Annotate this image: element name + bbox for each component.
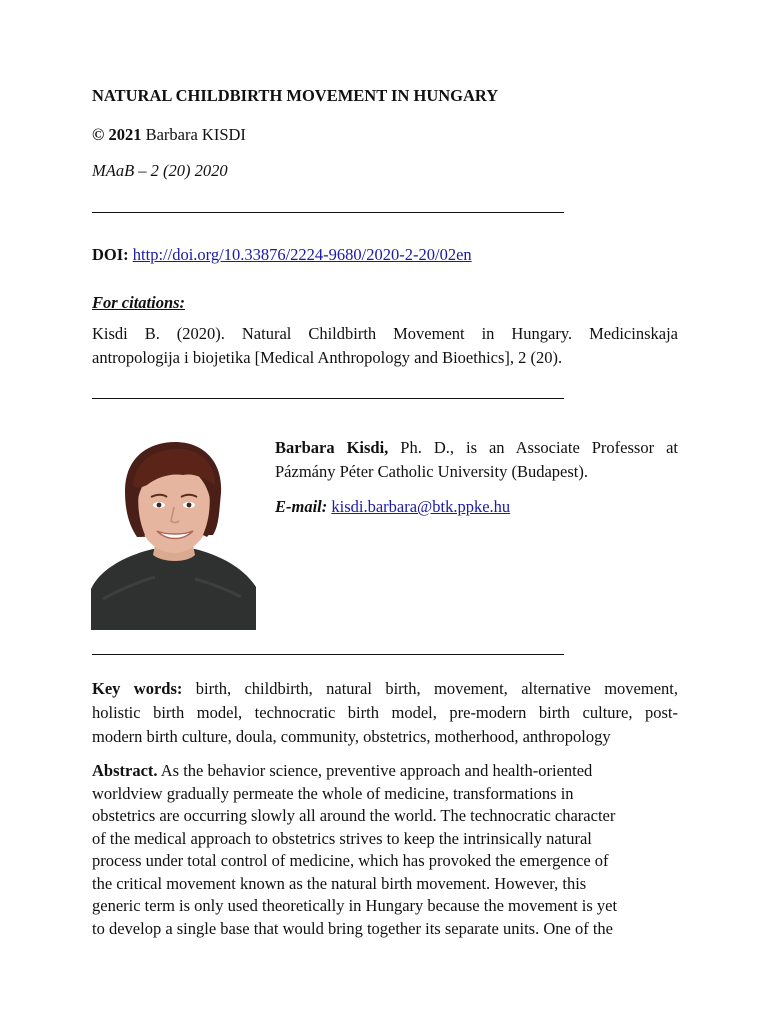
email-link[interactable]: kisdi.barbara@btk.ppke.hu (331, 497, 511, 516)
abstract-section (92, 760, 678, 940)
abstract-line: generic term is only used theoretically in Hungary because the movement is yet (92, 896, 618, 915)
citation-text (92, 322, 678, 370)
author-photo (91, 439, 256, 630)
copyright-year: © 2021 (92, 125, 142, 144)
author-bio-line (275, 436, 678, 460)
journal-reference: MAaB – 2 (20) 2020 (92, 161, 228, 180)
keywords-line: holistic birth model, technocratic birth model, pre-modern birth culture, post- (92, 703, 678, 722)
abstract-line (92, 760, 678, 783)
citations-heading: For citations: (92, 293, 186, 312)
email-label: E-mail: (275, 497, 328, 516)
doi-label: DOI: (92, 245, 129, 264)
doi-link[interactable]: http://doi.org/10.33876/2224-9680/2020-2-20/02en (132, 245, 472, 264)
separator-rule-3 (92, 654, 564, 655)
abstract-line: the critical movement known as the natural birth movement. However, this (92, 873, 587, 893)
keywords-line: modern birth culture, doula, community, obstetrics, motherhood, anthropology (92, 727, 611, 746)
abstract-label: Abstract. (92, 761, 158, 780)
abstract-line: of the medical approach to obstetrics strives to keep the intrinsically natural (92, 828, 592, 848)
separator-rule-2 (92, 398, 564, 399)
paper-title: NATURAL CHILDBIRTH MOVEMENT IN HUNGARY (92, 86, 499, 105)
keywords-line (92, 677, 678, 701)
author-email-line (275, 495, 510, 519)
author-name: Barbara Kisdi, (275, 438, 389, 457)
copyright-line (92, 123, 246, 147)
abstract-text: As the behavior science, preventive approach and health-oriented (157, 761, 593, 780)
author-affiliation: Pázmány Péter Catholic University (Budapest). (275, 462, 588, 481)
author-bio (275, 436, 678, 484)
author-bio-text: Ph. D., is an Associate Professor at (388, 438, 678, 457)
copyright-author: Barbara KISDI (141, 125, 246, 144)
keywords-text: birth, childbirth, natural birth, movement, alternative movement, (182, 679, 678, 698)
keywords-label: Key words: (92, 679, 183, 698)
abstract-line: worldview gradually permeate the whole of medicine, transformations in (92, 783, 574, 803)
abstract-line: obstetrics are occurring slowly all around the world. The technocratic character (92, 806, 616, 825)
doi-line (92, 243, 472, 267)
separator-rule-1 (92, 212, 564, 213)
author-portrait-image (91, 439, 256, 630)
citation-line: Kisdi B. (2020). Natural Childbirth Movement in Hungary. Medicinskaja (92, 324, 678, 343)
abstract-line: process under total control of medicine, which has provoked the emergence of (92, 851, 609, 870)
keywords-section (92, 677, 678, 749)
abstract-line: to develop a single base that would bring together its separate units. One of the (92, 918, 613, 938)
citation-line: antropologija i biojetika [Medical Anthropology and Bioethics], 2 (20). (92, 348, 563, 367)
